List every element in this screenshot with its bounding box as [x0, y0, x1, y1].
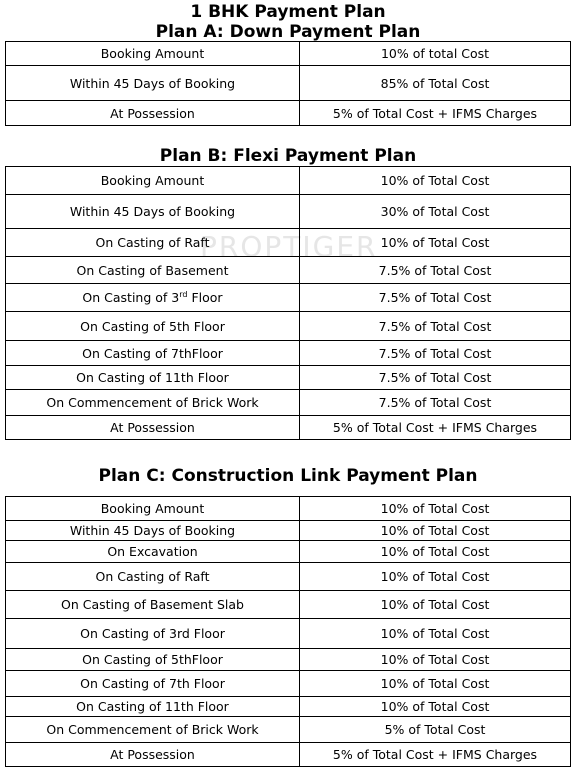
stage-cell: On Casting of 5thFloor — [6, 649, 300, 671]
stage-cell: Booking Amount — [6, 497, 300, 521]
amount-cell: 85% of Total Cost — [300, 66, 571, 101]
table-row — [6, 697, 571, 717]
stage-cell — [6, 284, 300, 312]
stage-cell: On Casting of 3rd Floor — [6, 619, 300, 649]
stage-cell: On Casting of 5th Floor — [6, 312, 300, 341]
amount-cell: 7.5% of Total Cost — [300, 366, 571, 390]
stage-label-prefix: On Casting of 3 — [82, 290, 180, 305]
amount-cell: 10% of Total Cost — [300, 229, 571, 257]
table-row — [6, 42, 571, 66]
amount-cell: 10% of Total Cost — [300, 497, 571, 521]
table-row — [6, 497, 571, 521]
table-row — [6, 390, 571, 416]
stage-cell: On Casting of 7th Floor — [6, 671, 300, 697]
watermark: PROPTIGER — [200, 230, 378, 263]
plan-b-table — [5, 166, 571, 440]
table-row — [6, 366, 571, 390]
table-row — [6, 101, 571, 126]
amount-cell: 5% of Total Cost + IFMS Charges — [300, 416, 571, 440]
amount-cell: 30% of Total Cost — [300, 195, 571, 229]
amount-cell: 7.5% of Total Cost — [300, 284, 571, 312]
stage-cell: On Casting of 11th Floor — [6, 366, 300, 390]
stage-cell: On Casting of Basement Slab — [6, 591, 300, 619]
table-row — [6, 563, 571, 591]
table-row — [6, 671, 571, 697]
amount-cell: 5% of Total Cost + IFMS Charges — [300, 743, 571, 767]
amount-cell: 10% of total Cost — [300, 42, 571, 66]
amount-cell: 10% of Total Cost — [300, 619, 571, 649]
amount-cell: 10% of Total Cost — [300, 563, 571, 591]
amount-cell: 5% of Total Cost — [300, 717, 571, 743]
stage-label-suffix: Floor — [187, 290, 223, 305]
table-row — [6, 649, 571, 671]
table-row — [6, 619, 571, 649]
amount-cell: 10% of Total Cost — [300, 541, 571, 563]
plan-c-title: Plan C: Construction Link Payment Plan — [98, 466, 478, 486]
stage-cell: On Commencement of Brick Work — [6, 717, 300, 743]
stage-cell: On Commencement of Brick Work — [6, 390, 300, 416]
amount-cell: 10% of Total Cost — [300, 521, 571, 541]
table-row — [6, 284, 571, 312]
stage-cell: Within 45 Days of Booking — [6, 195, 300, 229]
plan-a-title: Plan A: Down Payment Plan — [155, 22, 421, 42]
stage-cell: Booking Amount — [6, 42, 300, 66]
table-row — [6, 416, 571, 440]
amount-cell: 7.5% of Total Cost — [300, 341, 571, 366]
table-row — [6, 341, 571, 366]
stage-cell: On Casting of 11th Floor — [6, 697, 300, 717]
table-row — [6, 66, 571, 101]
stage-cell: Within 45 Days of Booking — [6, 66, 300, 101]
table-row — [6, 167, 571, 195]
stage-cell: On Excavation — [6, 541, 300, 563]
amount-cell: 7.5% of Total Cost — [300, 257, 571, 284]
table-row — [6, 195, 571, 229]
stage-cell: On Casting of Raft — [6, 229, 300, 257]
table-row — [6, 717, 571, 743]
table-row — [6, 591, 571, 619]
plan-a-table — [5, 41, 571, 126]
amount-cell: 5% of Total Cost + IFMS Charges — [300, 101, 571, 126]
stage-cell: At Possession — [6, 101, 300, 126]
ordinal-suffix: rd — [179, 289, 188, 299]
amount-cell: 7.5% of Total Cost — [300, 312, 571, 341]
table-row — [6, 312, 571, 341]
stage-cell: On Casting of 7thFloor — [6, 341, 300, 366]
amount-cell: 10% of Total Cost — [300, 167, 571, 195]
stage-cell: Booking Amount — [6, 167, 300, 195]
page-title: 1 BHK Payment Plan — [190, 2, 386, 22]
amount-cell: 10% of Total Cost — [300, 697, 571, 717]
table-row — [6, 257, 571, 284]
plan-c-table — [5, 496, 571, 767]
table-row — [6, 229, 571, 257]
table-row — [6, 521, 571, 541]
stage-cell: At Possession — [6, 416, 300, 440]
stage-cell: On Casting of Basement — [6, 257, 300, 284]
plan-b-title: Plan B: Flexi Payment Plan — [159, 146, 417, 166]
stage-cell: At Possession — [6, 743, 300, 767]
amount-cell: 10% of Total Cost — [300, 649, 571, 671]
stage-cell: On Casting of Raft — [6, 563, 300, 591]
amount-cell: 10% of Total Cost — [300, 671, 571, 697]
stage-cell: Within 45 Days of Booking — [6, 521, 300, 541]
amount-cell: 10% of Total Cost — [300, 591, 571, 619]
table-row — [6, 541, 571, 563]
table-row — [6, 743, 571, 767]
amount-cell: 7.5% of Total Cost — [300, 390, 571, 416]
